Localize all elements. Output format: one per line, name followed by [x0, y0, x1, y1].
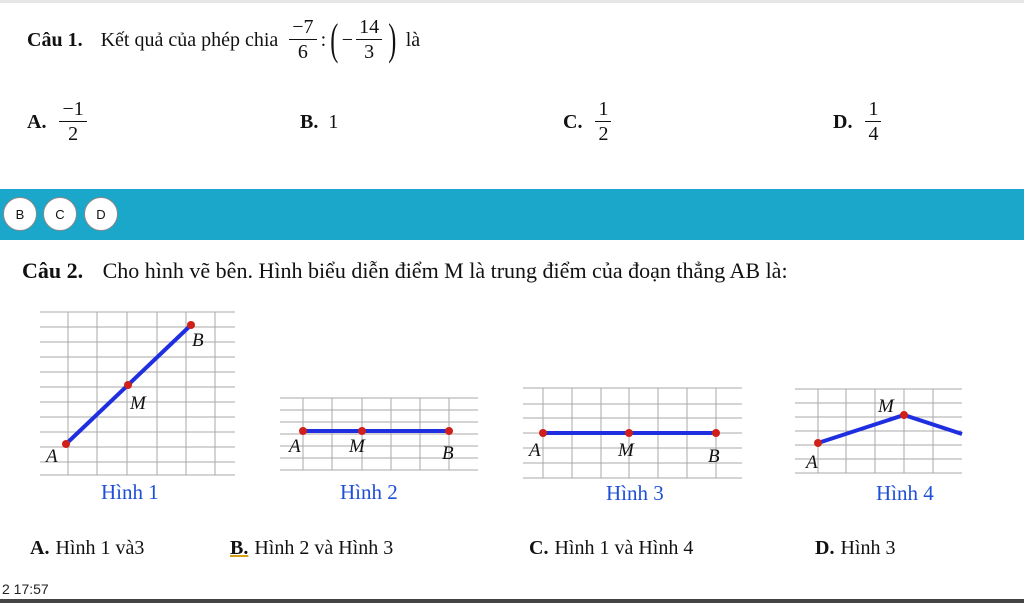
- fraction-denominator: 3: [364, 41, 375, 63]
- fraction-numerator: −7: [289, 17, 316, 40]
- figure-3-point-b: [712, 429, 720, 437]
- top-divider: [0, 0, 1024, 3]
- question-2-text: Cho hình vẽ bên. Hình biểu diễn điểm M là trung điểm của đoạn thẳng AB là:: [102, 258, 788, 283]
- option-text: Hình 2 và Hình 3: [254, 536, 394, 559]
- figure-4-point-a: [814, 439, 822, 447]
- option-text: Hình 1 và Hình 4: [554, 536, 694, 559]
- figure-1-label-b: B: [192, 330, 204, 351]
- fraction-numerator: 14: [356, 17, 382, 40]
- option-label: C.: [529, 536, 549, 559]
- option-fraction: [595, 99, 611, 145]
- option-d[interactable]: [833, 92, 884, 152]
- option-fraction: [59, 99, 86, 145]
- right-paren: ): [388, 15, 397, 64]
- parenthesized-divisor: [327, 17, 400, 63]
- figure-3-label-m: M: [618, 440, 634, 461]
- option-b[interactable]: [230, 532, 393, 564]
- question-2-options: [0, 532, 1024, 564]
- fraction-denominator: 2: [68, 123, 79, 145]
- figure-1-point-m: [124, 381, 132, 389]
- question-1: [27, 12, 420, 68]
- option-label: D.: [833, 110, 853, 133]
- option-label: B.: [300, 110, 319, 133]
- figure-2-label-m: M: [349, 436, 365, 457]
- fraction-denominator: 2: [598, 123, 609, 145]
- option-fraction: [865, 99, 881, 145]
- option-label: A.: [27, 110, 47, 133]
- figure-4-caption: Hình 4: [876, 481, 934, 505]
- option-c[interactable]: [563, 92, 614, 152]
- figure-3-point-a: [539, 429, 547, 437]
- figure-4-point-m: [900, 411, 908, 419]
- figure-2-point-m: [358, 427, 366, 435]
- left-paren: (: [330, 15, 339, 64]
- figure-3-caption: Hình 3: [606, 481, 664, 505]
- fraction-denominator: 4: [868, 123, 879, 145]
- fraction-dividend: [289, 17, 316, 63]
- fraction-numerator: 1: [865, 99, 881, 122]
- option-text: Hình 1 và3: [55, 536, 145, 559]
- fraction-denominator: 6: [297, 41, 308, 63]
- figures-panel: [0, 300, 1024, 515]
- question-1-number: Câu 1.: [27, 28, 83, 51]
- option-label: C.: [563, 110, 583, 133]
- option-a[interactable]: [30, 532, 144, 564]
- figure-2-label-b: B: [442, 443, 454, 464]
- answer-chip-b[interactable]: B: [3, 197, 37, 231]
- fraction-divisor: [356, 17, 382, 63]
- timestamp: 2 17:57: [2, 581, 49, 597]
- figure-4-segment: [818, 415, 962, 443]
- option-d[interactable]: [815, 532, 895, 564]
- question-2: [22, 258, 788, 284]
- figure-1-label-a: A: [46, 446, 58, 467]
- answer-chip-c[interactable]: C: [43, 197, 77, 231]
- bottom-bar: [0, 599, 1024, 603]
- answer-band: [0, 189, 1024, 240]
- figure-3-label-b: B: [708, 446, 720, 467]
- option-value: 1: [328, 110, 339, 133]
- minus-sign: −: [341, 28, 354, 51]
- fraction-numerator: 1: [595, 99, 611, 122]
- question-1-text: Kết quả của phép chia: [100, 28, 279, 51]
- option-label: B.: [230, 536, 249, 559]
- option-text: Hình 3: [840, 536, 896, 559]
- figure-1-label-m: M: [130, 393, 146, 414]
- figure-2-point-b: [445, 427, 453, 435]
- fraction-numerator: −1: [59, 99, 86, 122]
- option-a[interactable]: [27, 92, 90, 152]
- question-1-tail: là: [405, 28, 421, 51]
- figure-1-caption: Hình 1: [101, 480, 159, 504]
- option-c[interactable]: [529, 532, 693, 564]
- division-colon: :: [320, 28, 327, 51]
- figure-4-label-m: M: [878, 396, 894, 417]
- figure-2-label-a: A: [289, 436, 301, 457]
- answer-chip-d[interactable]: D: [84, 197, 118, 231]
- option-b[interactable]: [300, 92, 338, 152]
- figure-2-caption: Hình 2: [340, 480, 398, 504]
- figure-4-label-a: A: [806, 452, 818, 473]
- figure-1-point-a: [62, 440, 70, 448]
- option-label: A.: [30, 536, 50, 559]
- question-2-number: Câu 2.: [22, 258, 84, 283]
- question-1-options: [0, 92, 1024, 152]
- figure-3-label-a: A: [529, 440, 541, 461]
- figure-1-point-b: [187, 321, 195, 329]
- figure-3-point-m: [625, 429, 633, 437]
- option-label: D.: [815, 536, 835, 559]
- figure-2-point-a: [299, 427, 307, 435]
